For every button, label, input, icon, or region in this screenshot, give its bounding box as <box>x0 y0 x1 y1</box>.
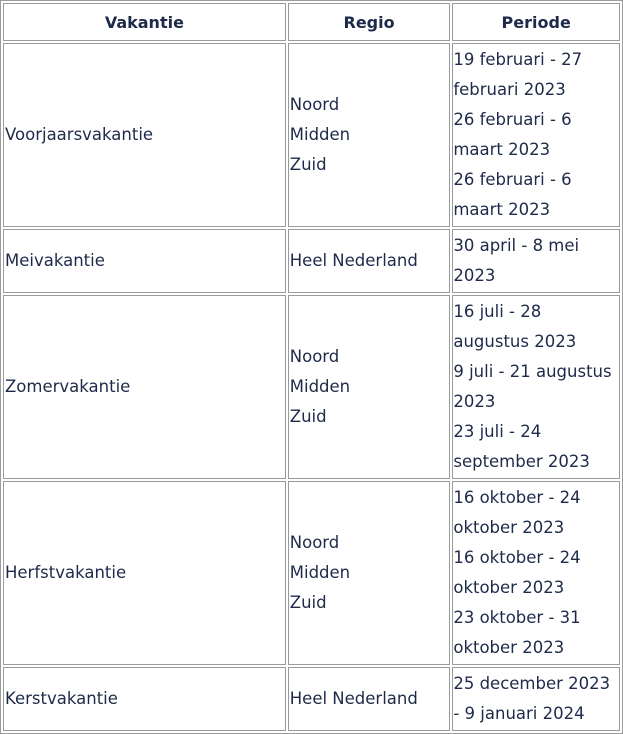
regio-line: Midden <box>289 125 351 144</box>
regio-cell <box>288 43 451 227</box>
periode-line: 16 juli - 28 augustus 2023 <box>453 302 577 351</box>
header-periode: Periode <box>452 3 620 41</box>
periode-cell <box>452 481 620 665</box>
regio-line: Noord <box>289 533 340 552</box>
regio-cell <box>288 481 451 665</box>
periode-cell <box>452 667 620 731</box>
vakantie-cell: Meivakantie <box>3 229 286 293</box>
periode-line: 16 oktober - 24 oktober 2023 <box>453 488 581 537</box>
periode-line: 9 juli - 21 augustus 2023 <box>453 362 612 411</box>
regio-line: Zuid <box>289 593 327 612</box>
regio-cell <box>288 295 451 479</box>
periode-line: 26 februari - 6 maart 2023 <box>453 110 572 159</box>
periode-line: 19 februari - 27 februari 2023 <box>453 50 583 99</box>
regio-cell <box>288 229 451 293</box>
header-vakantie: Vakantie <box>3 3 286 41</box>
header-regio: Regio <box>288 3 451 41</box>
table-row <box>3 481 620 665</box>
regio-line: Zuid <box>289 407 327 426</box>
vakantie-cell: Herfstvakantie <box>3 481 286 665</box>
regio-line: Midden <box>289 377 351 396</box>
regio-line: Heel Nederland <box>289 689 418 708</box>
regio-line: Zuid <box>289 155 327 174</box>
table-row <box>3 229 620 293</box>
periode-line: 23 juli - 24 september 2023 <box>453 422 590 471</box>
table-row <box>3 43 620 227</box>
vakantie-cell: Zomervakantie <box>3 295 286 479</box>
periode-cell <box>452 43 620 227</box>
regio-cell <box>288 667 451 731</box>
vakantie-cell: Kerstvakantie <box>3 667 286 731</box>
table-row <box>3 667 620 731</box>
periode-cell <box>452 295 620 479</box>
vakantie-cell: Voorjaarsvakantie <box>3 43 286 227</box>
regio-line: Heel Nederland <box>289 251 418 270</box>
regio-line: Noord <box>289 95 340 114</box>
periode-cell <box>452 229 620 293</box>
regio-line: Noord <box>289 347 340 366</box>
periode-line: 30 april - 8 mei 2023 <box>453 236 580 285</box>
periode-line: 23 oktober - 31 oktober 2023 <box>453 608 581 657</box>
periode-line: 16 oktober - 24 oktober 2023 <box>453 548 581 597</box>
header-row <box>3 3 620 41</box>
periode-line: 25 december 2023 - 9 januari 2024 <box>453 674 611 723</box>
table-row <box>3 295 620 479</box>
regio-line: Midden <box>289 563 351 582</box>
periode-line: 26 februari - 6 maart 2023 <box>453 170 572 219</box>
